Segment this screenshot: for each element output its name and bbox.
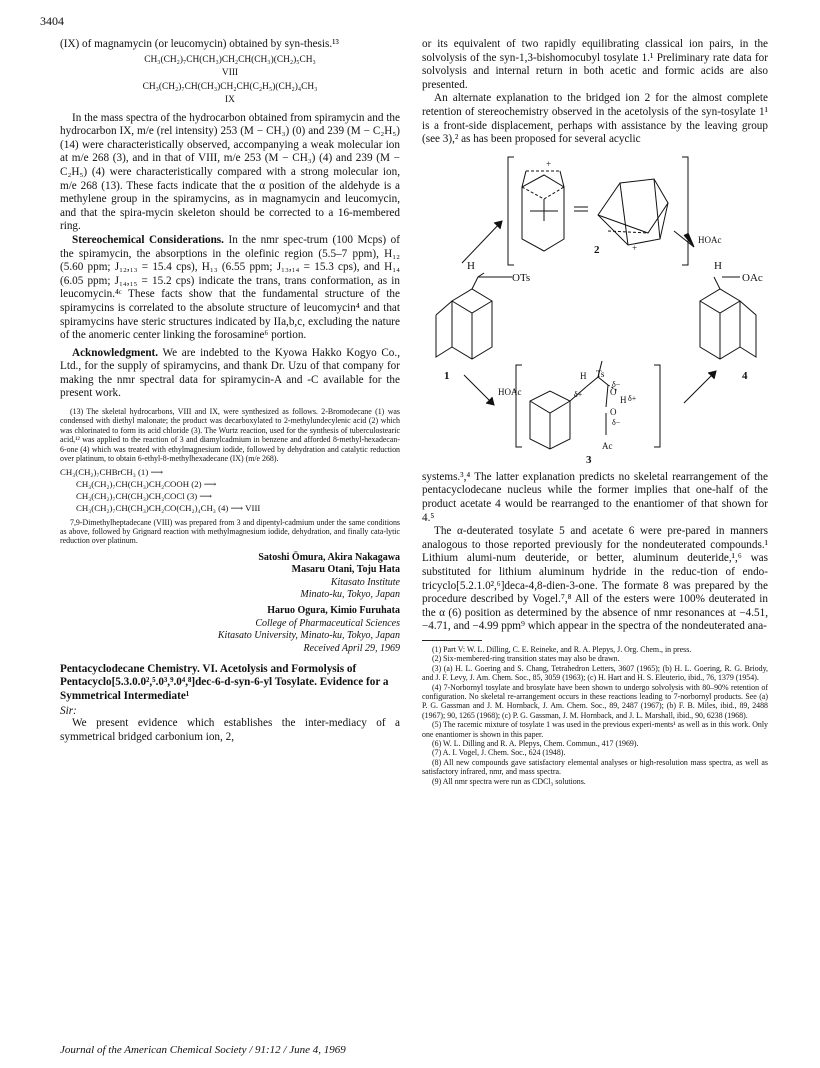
left-column xyxy=(60,38,400,744)
h-label: H xyxy=(580,370,587,381)
formula-ix: CH₃(CH₂)₇CH(CH₃)CH₂CH(C₂H₅)(CH₂)₄CH₃ xyxy=(142,81,318,92)
partial-charge: δ− xyxy=(612,379,621,389)
received-date: Received April 29, 1969 xyxy=(303,642,400,654)
author-block xyxy=(60,552,400,655)
o-label: O xyxy=(610,406,617,417)
synthesis-scheme xyxy=(60,466,400,514)
paragraph xyxy=(60,234,400,343)
partial-charge: δ− xyxy=(612,417,621,427)
acetate-4-structure xyxy=(700,277,756,359)
scheme-line: CH₃(CH₂)₇CH(CH₃)CH₂COOH (2) ⟶ xyxy=(76,478,217,489)
scheme-line: CH₃(CH₂)₇CH(CH₃)CH₂COCl (3) ⟶ xyxy=(76,490,212,501)
paragraph-text: We are indebted to the Kyowa Hakko Kogyo Co., Ltd., for the supply of spiramycins, and thank Dr. Uzu of that company for making the nmr spectral data for spiramycin-A and -C available for the present work. xyxy=(60,346,400,400)
ion-2a-structure xyxy=(522,171,564,251)
bracket-right-3 xyxy=(654,365,660,447)
oac-label: OAc xyxy=(742,271,763,284)
author-names: Masaru Otani, Toju Hata xyxy=(291,564,400,576)
reaction-scheme-svg xyxy=(422,151,768,469)
scheme-line: CH₃(CH₂)₇CH(CH₃)CH₂CO(CH₂)₄CH₃ (4) ⟶ VIII xyxy=(76,502,261,513)
o-label: O xyxy=(610,386,617,397)
author-names: Satoshi Ōmura, Akira Nakagawa xyxy=(258,551,400,563)
scheme-line: CH₃(CH₂)₇CHBrCH₃ (1) ⟶ xyxy=(60,466,164,477)
arrow-to-2 xyxy=(462,221,502,263)
bracket-left-3 xyxy=(516,365,522,447)
footnote: (7) A. I. Vogel, J. Chem. Soc., 624 (1948). xyxy=(432,748,566,758)
location: Minato-ku, Tokyo, Japan xyxy=(300,588,400,600)
paragraph-text: In the nmr spec-trum (100 Mcps) of the spiramycin, the absorptions in the olefinic region (5.5–7 ppm), H₁₂ (5.60 ppm; J₁₂,₁₃ = 15.4 cps), H₁₃ (6.55 ppm; J₁₃,₁₄ = 15.3 cps), and H₁₄ (6.05 ppm; J₁₄,₁₅ = 15.2 cps) indicate the trans, trans conformation, as in leucomycin.⁴ᶜ These facts show that the fundamental structure of the spiramycins is correlated to the absolute structure of leucomycin⁴ and that spiramycins have steric structures indicated by IIa,b,c, excluding the nature of the anomeric center linking the forosamine⁶ portion. xyxy=(60,233,401,342)
section-heading: Acknowledgment. xyxy=(72,346,159,359)
paragraph: (IX) of magnamycin (or leucomycin) obtained by syn-thesis.¹³ xyxy=(60,38,339,50)
footnote: (1) Part V: W. L. Dilling, C. E. Reineke, and R. A. Plepys, J. Org. Chem., in press. xyxy=(432,644,692,654)
hoac-label: HOAc xyxy=(698,234,722,245)
h-label: H xyxy=(467,259,475,272)
salutation: Sir: xyxy=(60,705,77,718)
footnote: (9) All nmr spectra were run as CDCl₃ solutions. xyxy=(432,776,586,786)
charge-plus: + xyxy=(632,242,638,253)
footnote: (2) Six-membered-ring transition states may also be drawn. xyxy=(432,654,620,664)
paragraph xyxy=(60,347,400,401)
reaction-scheme-figure xyxy=(422,151,768,469)
ts-label: Ts xyxy=(596,368,605,379)
transition-state-3-structure xyxy=(530,361,618,449)
footnote: (6) W. L. Dilling and R. A. Plepys, Chem. Commun., 417 (1969). xyxy=(432,738,639,748)
paragraph: An alternate explanation to the bridged ion 2 for the almost complete retention of stereochemistry observed in the acetolysis of the syn-tosylate 1¹ is a front-side displacement, perhaps with assistance by the leaving group (see 3),² as has been proposed for several acyclic xyxy=(422,92,768,146)
journal-footer: Journal of the American Chemical Society / 91:12 / June 4, 1969 xyxy=(60,1044,346,1056)
h-label: H xyxy=(620,394,627,405)
paragraph: The α-deuterated tosylate 5 and acetate 6 were pre-pared in manners analogous to those reported previously for the nondeuterated compounds.¹ Lithium alumi-num deuteride, or better, aluminum deuteride,¹,⁶ was substituted for lithium aluminum hydride in the reduc-tion of endo-tricyclo[5.2.1.0²,⁶]deca-4,8-dien-3-one. The formate 8 was prepared by the procedure described by Vogel.⁷,⁸ All of the esters were 100% deuterated in the α (6) position as determined by the absence of nmr resonances at −4.51, −4.71, and −4.99 ppm⁹ which appear in the spectra of the nondeuterated ana- xyxy=(422,525,768,633)
charge-plus: + xyxy=(546,158,552,169)
paragraph: systems.³,⁴ The latter explanation predicts no skeletal rearrangement of the pentacyclodecane nucleus while the former implies that one-half of the product acetate 4 would be rearranged to the enantiomer of that shown for 4.⁵ xyxy=(422,470,768,524)
paragraph: or its equivalent of two rapidly equilibrating classical ion pairs, in the solvolysis of the syn-1,3-bishomocubyl tosylate 1.¹ Preliminary rate data for solvolysis and internal return in both acetic and formic acids are also presented. xyxy=(422,38,768,91)
paragraph: We present evidence which establishes the inter-mediacy of a symmetrical bridged carbonium ion, 2, xyxy=(60,717,400,743)
author-names: Haruo Ogura, Kimio Furuhata xyxy=(267,605,400,617)
institution: College of Pharmaceutical Sciences xyxy=(255,617,400,629)
footnote: (8) All new compounds gave satisfactory elemental analyses or high-resolution mass spectra, as well as satisfactory infrared, nmr, and mass spectra. xyxy=(422,757,768,777)
section-heading: Stereochemical Considerations. xyxy=(72,233,224,246)
ots-label: OTs xyxy=(512,271,531,284)
formula-viii: CH₃(CH₂)₇CH(CH₃)CH₂CH(CH₃)(CH₂)₅CH₃ xyxy=(144,54,316,65)
partial-charge: δ+ xyxy=(574,389,583,399)
footnote-rule xyxy=(422,640,482,641)
hoac-label: HOAc xyxy=(498,386,522,397)
footnote: 7,9-Dimethylheptadecane (VIII) was prepared from 3 and dipentyl-cadmium under the same conditions as above, followed by Grignard reaction with methylmagnesium iodide, dehydration, and finally cata-lytic reduction over platinum. xyxy=(60,517,400,546)
compound-number-4: 4 xyxy=(742,369,748,382)
institution: Kitasato Institute xyxy=(330,576,400,588)
bracket-left xyxy=(508,157,514,265)
compound-number-2: 2 xyxy=(594,243,600,256)
page-number: 3404 xyxy=(40,14,64,28)
right-column xyxy=(422,38,768,786)
formula-label: VIII xyxy=(221,67,239,78)
footnote: (3) (a) H. L. Goering and S. Chang, Tetrahedron Letters, 3607 (1965); (b) H. L. Goering, R. G. Briody, and J. F. Levy, J. Am. Chem. Soc., 85, 3059 (1963); (c) H. Hart and H. S. Eleuterio, ibid., 76, 1379 (1954). xyxy=(422,663,768,683)
compound-number-3: 3 xyxy=(586,453,592,466)
footnote: (13) The skeletal hydrocarbons, VIII and IX, were synthesized as follows. 2-Bromodecane (1) was condensed with diethyl malonate; the product was decarboxylated to 2-methylundecylenic acid (2) which was chlorinated to form its acid chloride (3). The Wurtz reaction, used for the synthesis of tuberculostearic acid,¹² was applied to the reaction of 3 and diamylcadmium in benzene and afforded 8-methyl-hexadecan-6-one (4) which was treated with ethylmagnesium iodide, followed by dehydration and catalytic reduction over platinum, to obtain 6-ethyl-8-methylhexadecane (IX) (m/e 268). xyxy=(60,407,400,464)
location: Kitasato University, Minato-ku, Tokyo, Japan xyxy=(217,630,400,642)
article-title: Pentacyclodecane Chemistry. VI. Acetolysis and Formolysis of Pentacyclo[5.3.0.0²,⁵.0³,⁹.0⁴,⁸]dec-6-d-syn-6-yl Tosylate. Evidence for a Symmetrical Intermediate¹ xyxy=(60,662,389,702)
footnote: (5) The racemic mixture of tosylate 1 was used in the previous experi-ments¹ as well as in this work. Only one enantiomer is shown in this paper. xyxy=(422,720,768,739)
compound-number-1: 1 xyxy=(444,369,450,382)
tosylate-1-structure xyxy=(436,273,512,359)
ion-2b-structure xyxy=(598,179,668,245)
footnote: (4) 7-Norbornyl tosylate and brosylate have been shown to undergo solvolysis with 80–90% retention of configuration. No skeletal re-arrangement occurs in these reactions leading to 7-norbornyl products. See (a) P. G. Gassman and J. M. Hornback, J. Am. Chem. Soc., 89, 2487 (1967); (b) F. B. Miles, ibid., 89, 2488 (1967); 90, 1265 (1968); (c) P. G. Gassman, J. M. Hornback, and J. L. Marshall, ibid., 90, 6238 (1968). xyxy=(422,682,768,720)
formula-label: IX xyxy=(225,94,235,105)
ac-label: Ac xyxy=(602,440,613,451)
equals-sign xyxy=(574,207,588,211)
h-label: H xyxy=(714,259,722,272)
bracket-right xyxy=(682,157,688,265)
partial-charge: δ+ xyxy=(628,393,637,403)
paragraph: In the mass spectra of the hydrocarbon obtained from spiramycin and the hydrocarbon IX, m/e (rel intensity) 253 (M − CH₃) (0) and 239 (M − C₂H₅) (14) were characteristically observed, accompanying a weak molecular ion at m/e 268 (3), and in that of VIII, m/e 253 (M − CH₃) (4) and 239 (M − C₂H₅) (4) were characteristically compared with a strong molecular ion, m/e 268 (13). These facts indicate that the α position of the aldehyde is a methylene group in the spiramycins, as in magnamycin and leucomycin, and that the spira-mycin skeleton should be corrected to a 16-membered ring. xyxy=(60,111,400,233)
